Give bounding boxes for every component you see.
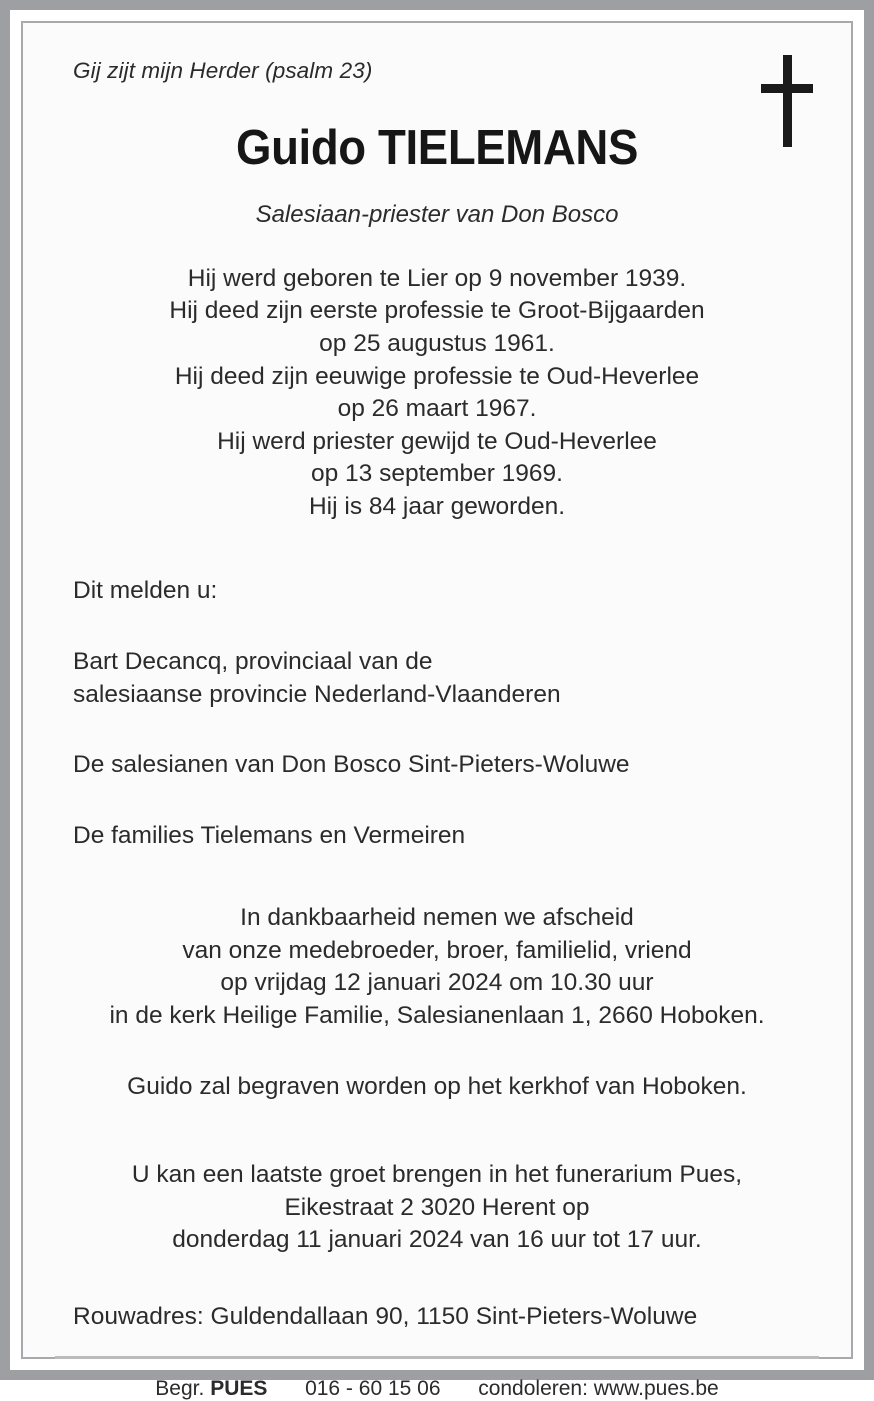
biography-line: Hij is 84 jaar geworden. <box>308 492 566 520</box>
footer-phone: 016 - 60 15 06 <box>305 1376 441 1400</box>
farewell-line: in de kerk Heilige Familie, Salesianenlaan 1, 2660 Hoboken. <box>109 1002 765 1030</box>
biography-block <box>49 263 825 524</box>
farewell-line: van onze medebroeder, broer, familielid, vriend <box>182 936 692 964</box>
memorial-card <box>21 21 853 1400</box>
announcement-families: De families Tielemans en Vermeiren <box>73 821 466 849</box>
biography-line: op 25 augustus 1961. <box>319 329 555 357</box>
card-frame-gap <box>10 10 864 1400</box>
deceased-name: Guido TIELEMANS <box>236 121 638 175</box>
psalm-quote: Gij zijt mijn Herder (psalm 23) <box>73 58 373 83</box>
announcement-block <box>49 575 825 852</box>
biography-line: Hij deed zijn eerste professie te Groot-Bijgaarden <box>169 297 705 325</box>
biography-line: Hij werd priester gewijd te Oud-Heverlee <box>217 427 657 455</box>
biography-line: Hij deed zijn eeuwige professie te Oud-Heverlee <box>174 362 700 390</box>
footer-divider <box>55 1356 819 1359</box>
announcement-lead: Dit melden u: <box>73 577 218 605</box>
visitation-block <box>49 1159 825 1257</box>
announcement-community: De salesianen van Don Bosco Sint-Pieters-Woluwe <box>73 751 630 779</box>
farewell-line: op vrijdag 12 januari 2024 om 10.30 uur <box>220 969 654 997</box>
visitation-line: donderdag 11 januari 2024 van 16 uur tot 17 uur. <box>172 1226 702 1254</box>
deceased-title: Salesiaan-priester van Don Bosco <box>255 201 619 228</box>
burial-note: Guido zal begraven worden op het kerkhof van Hoboken. <box>127 1072 747 1100</box>
card-content <box>23 23 851 1401</box>
provincial-line: salesiaanse provincie Nederland-Vlaanderen <box>73 680 561 708</box>
footer-bar <box>49 1376 825 1401</box>
footer-prefix: Begr. <box>155 1376 205 1400</box>
biography-line: Hij werd geboren te Lier op 9 november 1939. <box>187 264 687 292</box>
announcement-provincial <box>73 646 825 711</box>
footer-condolence-link[interactable]: condoleren: www.pues.be <box>478 1376 719 1400</box>
visitation-line: Eikestraat 2 3020 Herent op <box>284 1193 590 1221</box>
mourning-address: Rouwadres: Guldendallaan 90, 1150 Sint-Pieters-Woluwe <box>73 1302 698 1330</box>
biography-line: op 13 september 1969. <box>311 460 563 488</box>
biography-line: op 26 maart 1967. <box>337 395 537 423</box>
footer-company: PUES <box>210 1376 268 1400</box>
visitation-line: U kan een laatste groet brengen in het funerarium Pues, <box>131 1161 743 1189</box>
farewell-line: In dankbaarheid nemen we afscheid <box>240 904 634 932</box>
farewell-block <box>49 902 825 1032</box>
provincial-line: Bart Decancq, provinciaal van de <box>73 648 433 675</box>
